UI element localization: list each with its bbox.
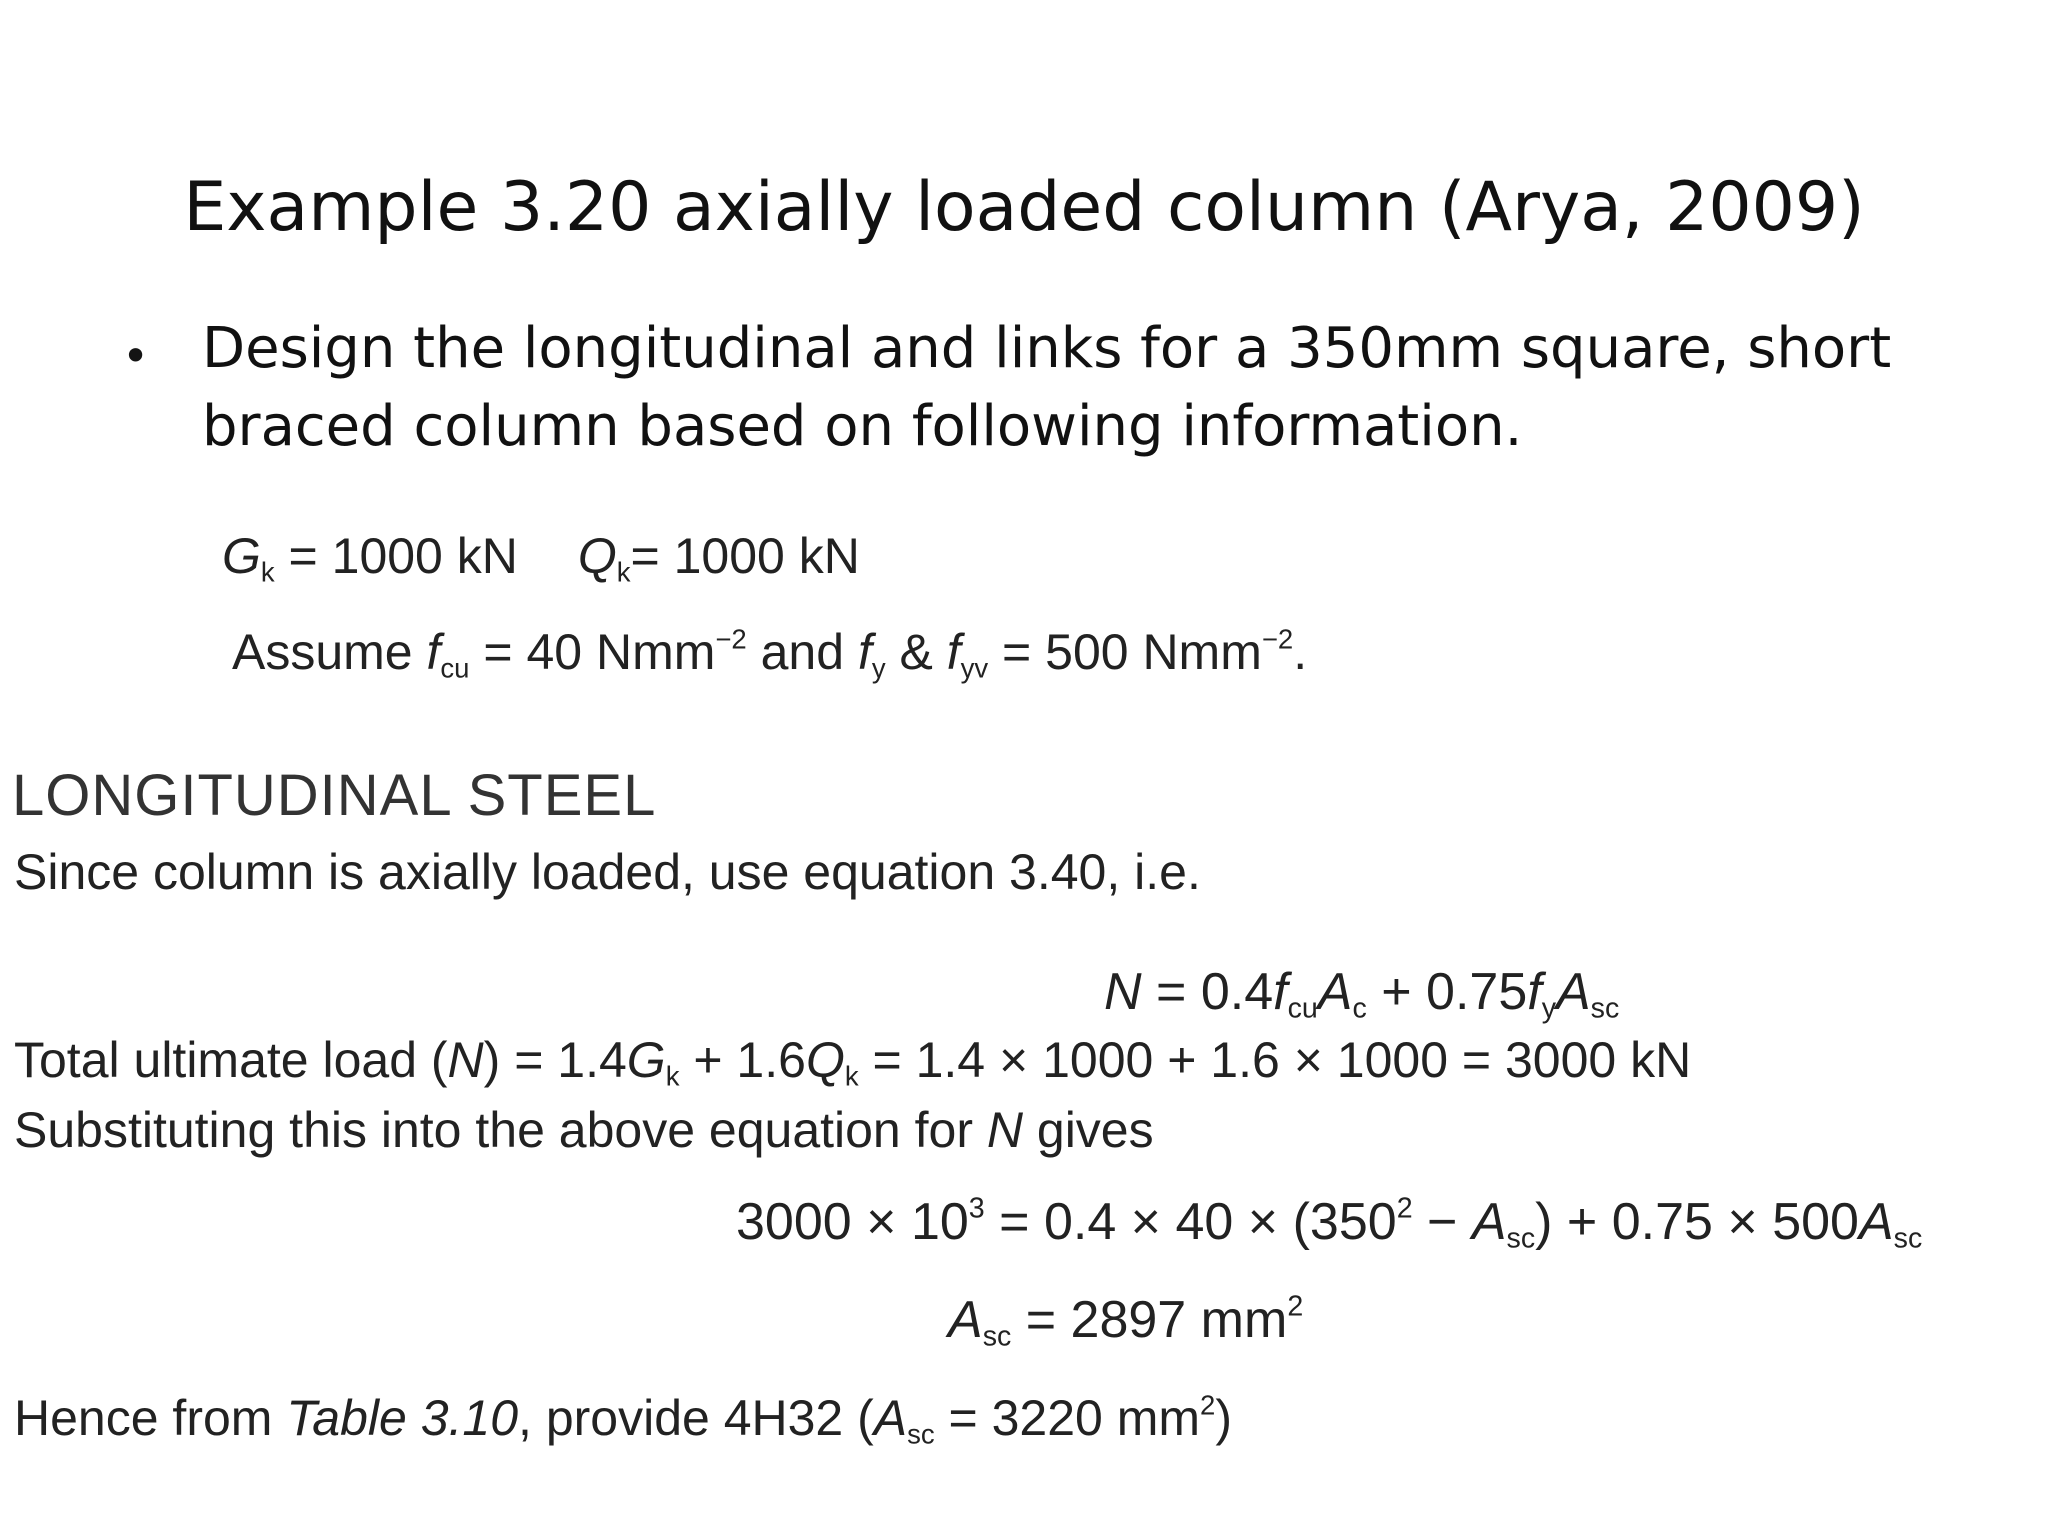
text-line-total-load: Total ultimate load $(N) = 1.4G_k + 1.6Q_k = 1.4 \times 1000 + 1.6 \times 1000 = 3000$ kN	[14, 1032, 1692, 1092]
text-line-provide: Hence from Table 3.10, provide 4H32 ($A_{sc} = 3220$ $mm^2$)	[14, 1389, 1232, 1450]
text-line-substituting: Substituting this into the above equation for N gives	[14, 1102, 1154, 1158]
gk-symbol: G	[222, 528, 261, 584]
given-loads: $G_k = 1000$ kN $Q_k= 1000$ kN	[222, 528, 860, 588]
bullet-marker: •	[122, 329, 150, 383]
section-heading: LONGITUDINAL STEEL	[12, 763, 657, 828]
equation-substitution: $3000 \times 10^3 = 0.4 \times 40 \times (350^2 - A_{sc}) + 0.75 \times 500A_{sc}$	[736, 1192, 1923, 1255]
qk-symbol: Q	[577, 528, 617, 584]
given-strengths: Assume $f_{cu} = 40$ Nmm$^{-2}$ and $f_y$ & $f_{yv} = 500$ Nmm$^{-2}$.	[232, 623, 1308, 684]
equation-result: $A_{sc} = 2897$ $mm^2$	[948, 1290, 1304, 1353]
equation-design-formula: $N = 0.4f_{cu}A_c + 0.75f_yA_{sc}$	[1104, 963, 1620, 1025]
bullet-text: Design the longitudinal and links for a 350mm square, short braced column based on following information.	[202, 316, 1892, 459]
text-line-1: Since column is axially loaded, use equation 3.40, i.e.	[14, 844, 1201, 900]
slide-title: Example 3.20 axially loaded column (Arya, 2009)	[183, 168, 1865, 247]
